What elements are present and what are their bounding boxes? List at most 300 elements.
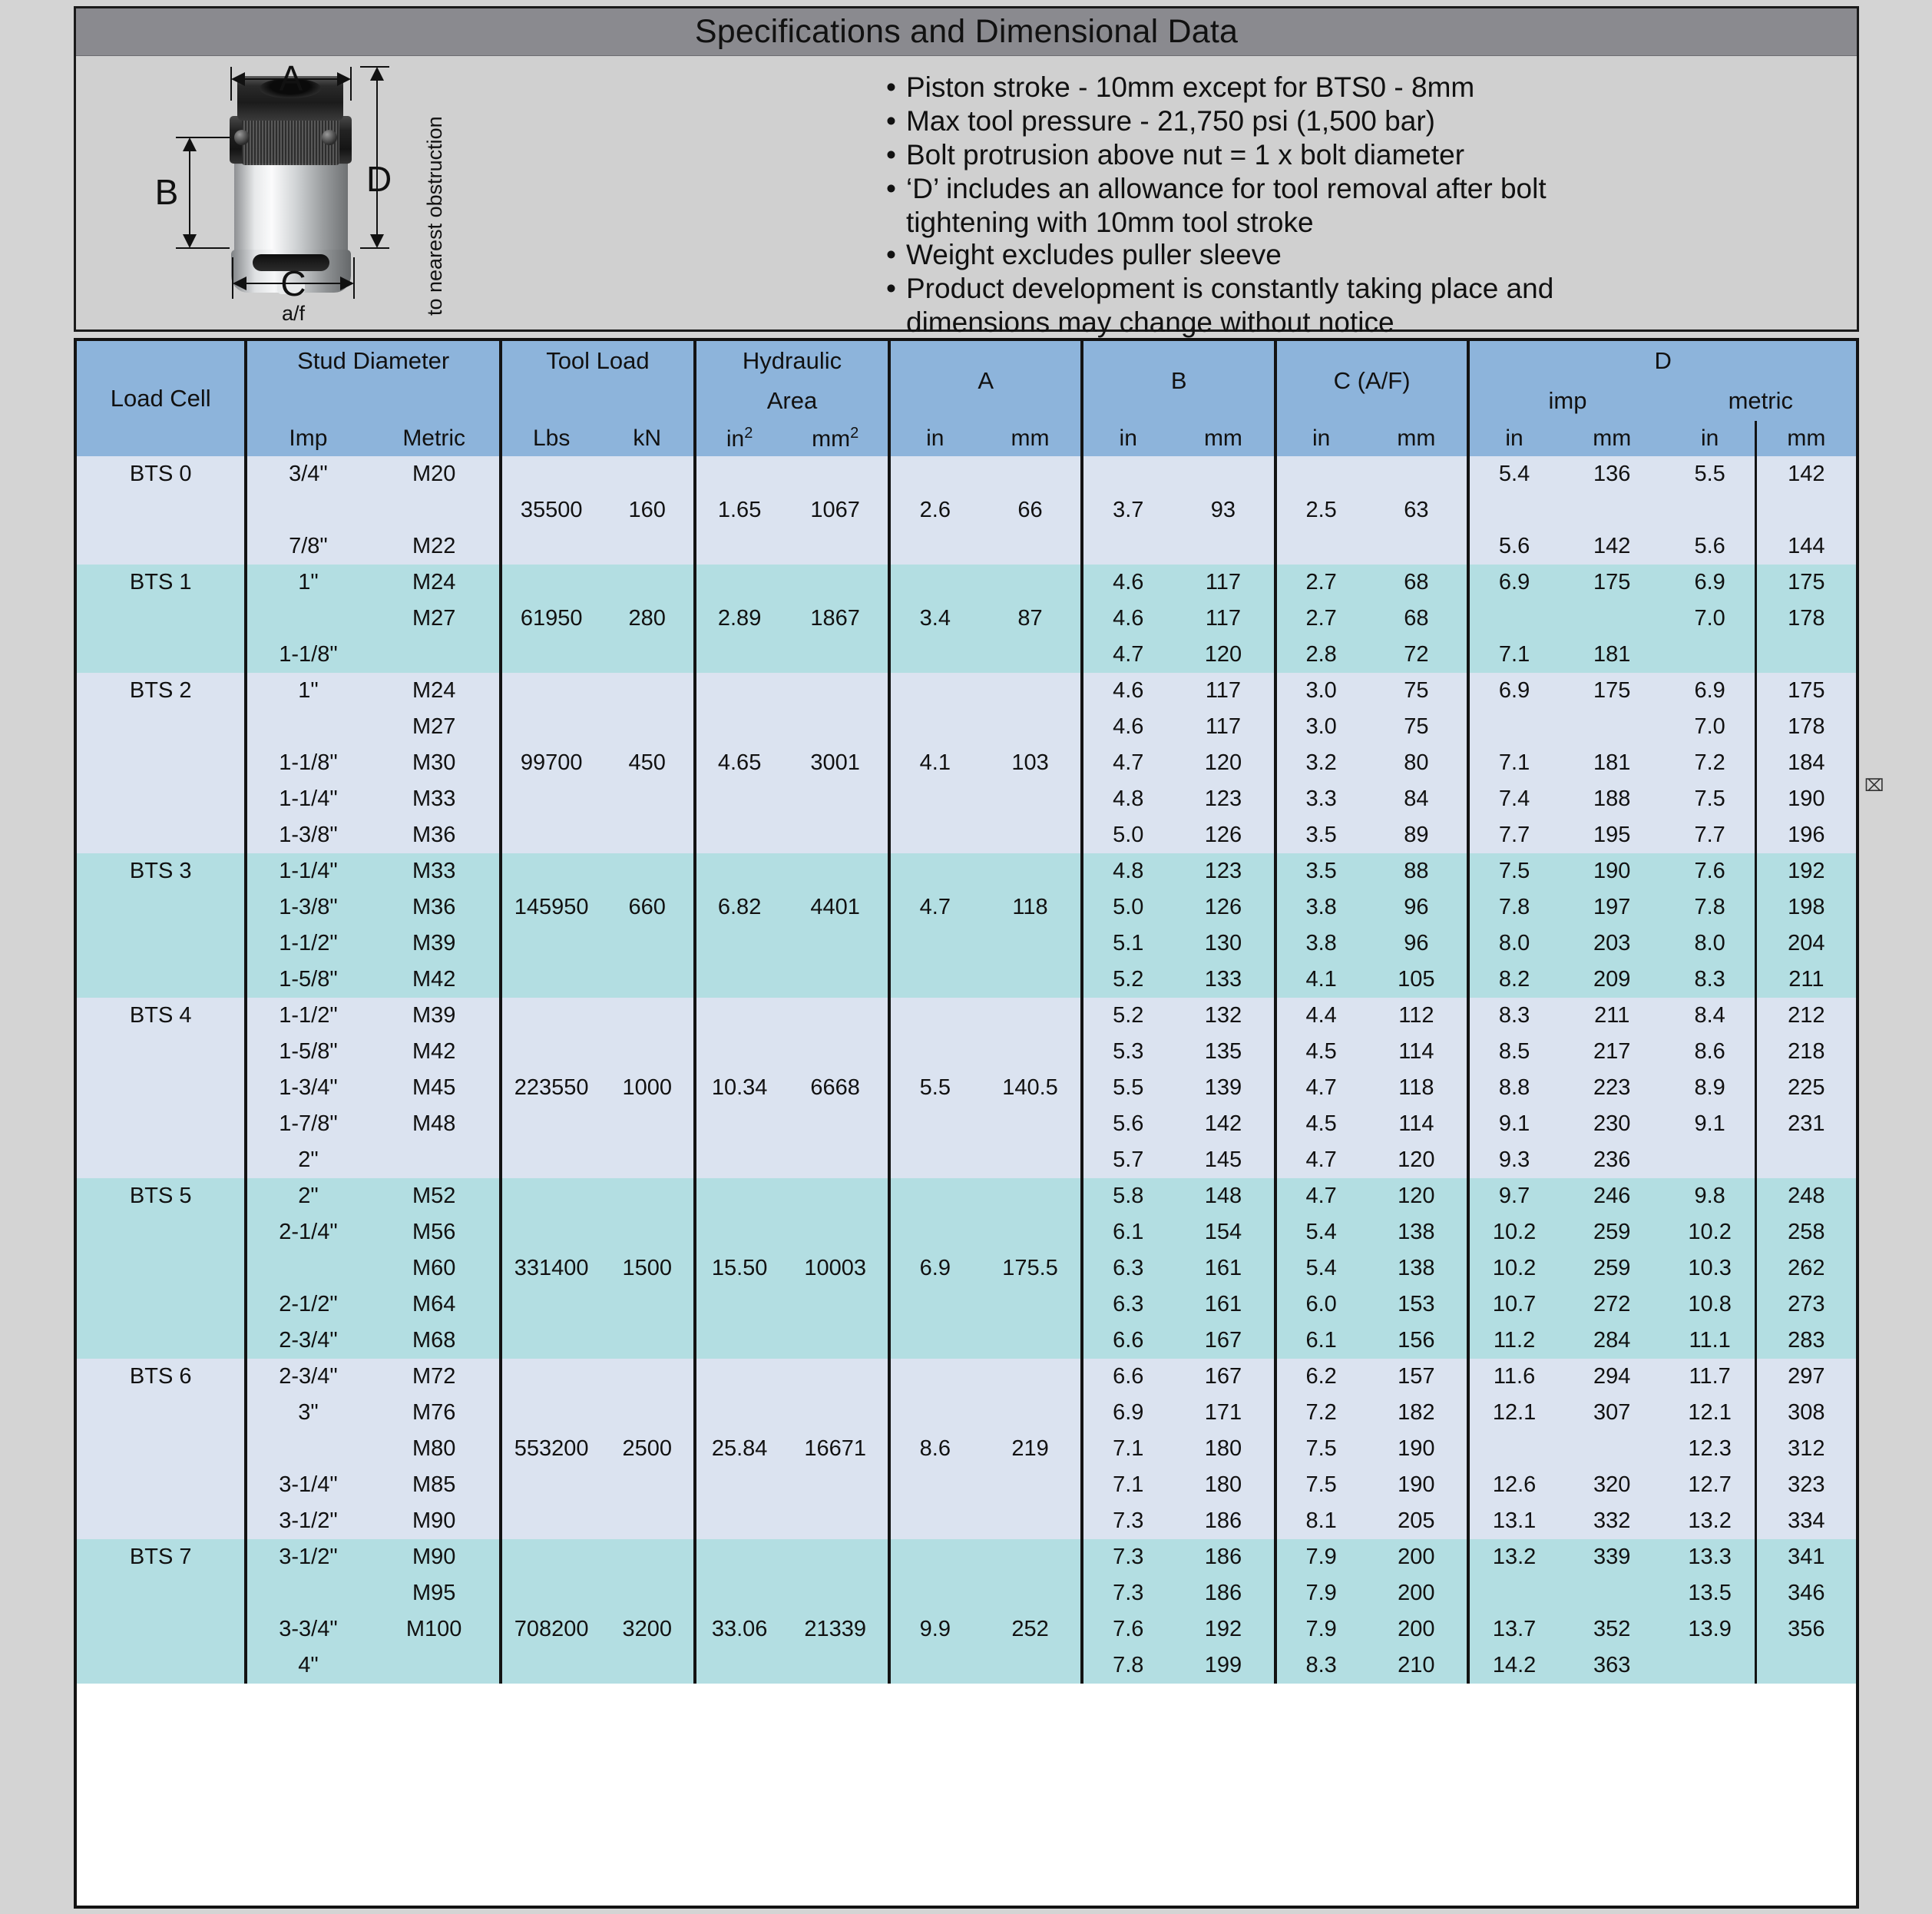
cell-b-mm: 126 [1173, 889, 1275, 926]
cell-a-in [889, 565, 980, 601]
cell-a-in [889, 1323, 980, 1359]
cell-a-in [889, 1106, 980, 1142]
col-header-hydraulic-area-line2: Area [695, 381, 889, 421]
cell-c-mm: 190 [1365, 1467, 1468, 1503]
cell-b-mm: 192 [1173, 1611, 1275, 1647]
cell-c-in: 4.7 [1275, 1142, 1366, 1178]
table-row [77, 1286, 1856, 1323]
cell-a-mm [980, 1286, 1083, 1323]
cell-b-in: 4.6 [1082, 565, 1173, 601]
cell-b-mm: 123 [1173, 781, 1275, 817]
cell-hyd-area-in2 [695, 1467, 782, 1503]
cell-b-in: 6.6 [1082, 1359, 1173, 1395]
table-row [77, 637, 1856, 673]
cell-load-cell [77, 601, 246, 637]
cell-d-imp-mm: 142 [1559, 528, 1666, 565]
cell-d-imp-mm [1559, 1431, 1666, 1467]
bullet-icon: • [886, 104, 896, 137]
cell-stud-metric [369, 1647, 500, 1684]
cell-d-imp-mm: 209 [1559, 962, 1666, 998]
cell-d-metric-mm: 248 [1755, 1178, 1856, 1214]
cell-hyd-area-in2: 15.50 [695, 1250, 782, 1286]
cell-c-in [1275, 456, 1366, 492]
cell-stud-imp: 1-3/4" [246, 1070, 369, 1106]
cell-load-cell [77, 492, 246, 528]
cell-c-mm: 120 [1365, 1178, 1468, 1214]
cell-b-mm: 130 [1173, 926, 1275, 962]
cell-stud-metric: M72 [369, 1359, 500, 1395]
cell-b-in: 6.6 [1082, 1323, 1173, 1359]
cell-d-metric-mm: 192 [1755, 853, 1856, 889]
cell-d-imp-in: 9.3 [1468, 1142, 1559, 1178]
cell-a-in: 6.9 [889, 1250, 980, 1286]
cell-d-metric-mm: 297 [1755, 1359, 1856, 1395]
col-header-stud-diameter-spacer [246, 381, 500, 421]
cell-tool-load-kn: 160 [600, 492, 694, 528]
cell-d-metric-in: 7.7 [1666, 817, 1756, 853]
cell-hyd-area-in2 [695, 565, 782, 601]
cell-d-imp-mm: 259 [1559, 1250, 1666, 1286]
cell-hyd-area-in2: 2.89 [695, 601, 782, 637]
table-row [77, 1214, 1856, 1250]
cell-d-metric-mm: 184 [1755, 745, 1856, 781]
cell-a-mm [980, 853, 1083, 889]
cell-hyd-area-in2: 10.34 [695, 1070, 782, 1106]
cell-hyd-area-mm2: 1067 [782, 492, 889, 528]
cell-hyd-area-mm2 [782, 1647, 889, 1684]
cell-tool-load-lbs: 99700 [501, 745, 601, 781]
cell-d-imp-in [1468, 1431, 1559, 1467]
note-item [886, 71, 1846, 104]
specifications-table [77, 341, 1856, 1684]
cell-hyd-area-mm2 [782, 1359, 889, 1395]
cell-hyd-area-in2 [695, 1359, 782, 1395]
cell-d-imp-in: 10.7 [1468, 1286, 1559, 1323]
spec-panel [74, 6, 1859, 338]
cell-hyd-area-in2 [695, 1214, 782, 1250]
cell-a-in [889, 1034, 980, 1070]
cell-a-mm: 103 [980, 745, 1083, 781]
cell-hyd-area-in2 [695, 1647, 782, 1684]
cell-tool-load-lbs [501, 1647, 601, 1684]
cell-hyd-area-mm2 [782, 456, 889, 492]
cell-b-mm: 145 [1173, 1142, 1275, 1178]
table-row [77, 781, 1856, 817]
cell-tool-load-lbs [501, 1575, 601, 1611]
table-header [77, 341, 1856, 456]
cell-a-mm [980, 1575, 1083, 1611]
cell-hyd-area-mm2 [782, 853, 889, 889]
cell-b-mm [1173, 456, 1275, 492]
dimension-label-b: B [154, 172, 179, 212]
cell-tool-load-lbs [501, 709, 601, 745]
bullet-icon: • [886, 272, 896, 304]
cell-stud-metric: M52 [369, 1178, 500, 1214]
note-item [886, 139, 1846, 171]
cell-hyd-area-mm2 [782, 1539, 889, 1575]
cell-stud-metric: M60 [369, 1250, 500, 1286]
cell-b-mm [1173, 528, 1275, 565]
cell-a-in [889, 1395, 980, 1431]
cell-a-in: 4.1 [889, 745, 980, 781]
cell-d-metric-mm: 144 [1755, 528, 1856, 565]
cell-c-mm: 205 [1365, 1503, 1468, 1539]
cell-tool-load-kn [600, 1323, 694, 1359]
cell-hyd-area-mm2 [782, 998, 889, 1034]
cell-d-imp-in: 7.8 [1468, 889, 1559, 926]
cell-tool-load-lbs: 35500 [501, 492, 601, 528]
cell-b-in: 6.3 [1082, 1250, 1173, 1286]
cell-b-mm: 186 [1173, 1539, 1275, 1575]
cell-tool-load-lbs [501, 1178, 601, 1214]
cell-c-mm: 68 [1365, 565, 1468, 601]
cell-d-metric-mm: 308 [1755, 1395, 1856, 1431]
cell-hyd-area-mm2 [782, 528, 889, 565]
cell-stud-metric: M64 [369, 1286, 500, 1323]
header-row-units [77, 421, 1856, 456]
cell-d-imp-in: 12.6 [1468, 1467, 1559, 1503]
col-header-stud-diameter: Stud Diameter [246, 341, 500, 381]
cell-d-imp-in: 14.2 [1468, 1647, 1559, 1684]
cell-stud-metric: M27 [369, 601, 500, 637]
cell-b-mm: 123 [1173, 853, 1275, 889]
cell-hyd-area-in2: 4.65 [695, 745, 782, 781]
cell-c-in [1275, 528, 1366, 565]
cell-stud-metric: M30 [369, 745, 500, 781]
cell-a-in [889, 456, 980, 492]
cell-tool-load-kn: 450 [600, 745, 694, 781]
cell-b-in: 6.9 [1082, 1395, 1173, 1431]
cell-hyd-area-in2 [695, 853, 782, 889]
cell-stud-metric: M56 [369, 1214, 500, 1250]
cell-d-metric-in: 10.8 [1666, 1286, 1756, 1323]
cell-d-imp-in: 8.2 [1468, 962, 1559, 998]
cell-load-cell [77, 1395, 246, 1431]
cell-d-metric-in [1666, 492, 1756, 528]
cell-a-mm [980, 962, 1083, 998]
cell-b-in: 4.7 [1082, 745, 1173, 781]
cell-tool-load-lbs [501, 1214, 601, 1250]
cell-d-imp-mm: 339 [1559, 1539, 1666, 1575]
cell-stud-metric: M22 [369, 528, 500, 565]
cell-hyd-area-mm2 [782, 637, 889, 673]
cell-hyd-area-mm2 [782, 673, 889, 709]
unit-header-d-imp-in: in [1468, 421, 1559, 456]
cell-d-metric-mm: 175 [1755, 565, 1856, 601]
cell-b-in [1082, 528, 1173, 565]
cell-c-mm: 84 [1365, 781, 1468, 817]
cell-d-imp-mm: 188 [1559, 781, 1666, 817]
table-row [77, 926, 1856, 962]
cell-load-cell [77, 781, 246, 817]
cell-stud-imp: 2-1/4" [246, 1214, 369, 1250]
cell-hyd-area-mm2: 3001 [782, 745, 889, 781]
cell-d-metric-mm: 262 [1755, 1250, 1856, 1286]
cell-tool-load-kn [600, 528, 694, 565]
cell-a-mm [980, 709, 1083, 745]
cell-b-in: 5.2 [1082, 962, 1173, 998]
cell-tool-load-kn [600, 709, 694, 745]
table-row [77, 745, 1856, 781]
cell-c-mm: 112 [1365, 998, 1468, 1034]
cell-a-mm: 219 [980, 1431, 1083, 1467]
cell-hyd-area-in2: 25.84 [695, 1431, 782, 1467]
cell-d-metric-in: 13.9 [1666, 1611, 1756, 1647]
cell-load-cell [77, 1467, 246, 1503]
table-row [77, 998, 1856, 1034]
cell-a-in: 2.6 [889, 492, 980, 528]
cell-b-in: 6.3 [1082, 1286, 1173, 1323]
cell-a-mm [980, 926, 1083, 962]
cell-b-mm: 117 [1173, 709, 1275, 745]
cell-c-mm: 88 [1365, 853, 1468, 889]
cell-d-metric-in: 12.7 [1666, 1467, 1756, 1503]
cell-tool-load-kn [600, 1539, 694, 1575]
cell-d-imp-in: 9.1 [1468, 1106, 1559, 1142]
cell-c-in: 3.5 [1275, 817, 1366, 853]
cell-d-metric-in [1666, 1142, 1756, 1178]
col-header-tool-load: Tool Load [501, 341, 695, 381]
cell-stud-metric: M33 [369, 781, 500, 817]
col-header-c-af: C (A/F) [1275, 341, 1468, 421]
cell-b-in: 5.8 [1082, 1178, 1173, 1214]
cell-d-imp-mm [1559, 709, 1666, 745]
cell-b-in: 4.8 [1082, 853, 1173, 889]
cell-stud-metric [369, 1142, 500, 1178]
cell-tool-load-lbs: 708200 [501, 1611, 601, 1647]
cell-stud-metric: M45 [369, 1070, 500, 1106]
cell-b-in: 4.6 [1082, 709, 1173, 745]
cell-c-mm: 72 [1365, 637, 1468, 673]
cell-b-mm: 132 [1173, 998, 1275, 1034]
cell-a-in [889, 1503, 980, 1539]
dimension-note-obstruction: to nearest obstruction [423, 116, 446, 316]
cell-d-metric-in: 7.6 [1666, 853, 1756, 889]
cell-stud-metric: M90 [369, 1539, 500, 1575]
page-title: Specifications and Dimensional Data [694, 13, 1239, 50]
cell-d-imp-in: 13.1 [1468, 1503, 1559, 1539]
cell-d-metric-in: 13.3 [1666, 1539, 1756, 1575]
cell-tool-load-kn [600, 1178, 694, 1214]
cell-hyd-area-mm2 [782, 781, 889, 817]
cell-stud-metric: M20 [369, 456, 500, 492]
cell-a-mm [980, 817, 1083, 853]
cell-tool-load-kn [600, 565, 694, 601]
cell-hyd-area-mm2: 21339 [782, 1611, 889, 1647]
cell-d-imp-in: 7.1 [1468, 637, 1559, 673]
cell-a-mm [980, 1467, 1083, 1503]
cell-d-imp-mm [1559, 1575, 1666, 1611]
cell-b-in: 7.1 [1082, 1431, 1173, 1467]
cell-c-in: 4.7 [1275, 1070, 1366, 1106]
cell-b-mm: 154 [1173, 1214, 1275, 1250]
cell-d-imp-in: 5.6 [1468, 528, 1559, 565]
cell-d-imp-in: 9.7 [1468, 1178, 1559, 1214]
cell-b-mm: 135 [1173, 1034, 1275, 1070]
table-row [77, 1575, 1856, 1611]
cell-d-imp-in [1468, 709, 1559, 745]
cell-d-metric-mm: 190 [1755, 781, 1856, 817]
cell-stud-imp: 2-3/4" [246, 1359, 369, 1395]
cell-load-cell [77, 1070, 246, 1106]
cell-hyd-area-in2: 33.06 [695, 1611, 782, 1647]
cell-hyd-area-mm2 [782, 926, 889, 962]
cell-d-metric-mm: 178 [1755, 709, 1856, 745]
unit-header-mm2: $mm^2$ [782, 421, 889, 456]
cell-a-mm [980, 1539, 1083, 1575]
cell-stud-imp [246, 1575, 369, 1611]
cell-d-metric-in: 10.2 [1666, 1214, 1756, 1250]
cell-hyd-area-in2 [695, 1575, 782, 1611]
cell-hyd-area-in2 [695, 1395, 782, 1431]
cell-load-cell [77, 1647, 246, 1684]
cell-tool-load-lbs [501, 962, 601, 998]
cell-b-in: 5.7 [1082, 1142, 1173, 1178]
cell-stud-imp [246, 1431, 369, 1467]
table-row [77, 1503, 1856, 1539]
cell-d-imp-mm: 332 [1559, 1503, 1666, 1539]
cell-c-mm: 118 [1365, 1070, 1468, 1106]
unit-header-a-mm: mm [980, 421, 1083, 456]
cell-d-metric-in: 8.6 [1666, 1034, 1756, 1070]
cell-d-metric-mm: 312 [1755, 1431, 1856, 1467]
cell-d-metric-mm: 323 [1755, 1467, 1856, 1503]
unit-header-in2: $in^2$ [695, 421, 782, 456]
unit-header-d-imp-mm: mm [1559, 421, 1666, 456]
table-row [77, 817, 1856, 853]
table-row [77, 1467, 1856, 1503]
cell-d-imp-in: 6.9 [1468, 673, 1559, 709]
cell-d-metric-in: 7.5 [1666, 781, 1756, 817]
cell-d-metric-in: 7.0 [1666, 601, 1756, 637]
cell-tool-load-lbs [501, 1106, 601, 1142]
note-item [886, 173, 1846, 205]
table-row [77, 673, 1856, 709]
cell-d-metric-in: 8.9 [1666, 1070, 1756, 1106]
cell-stud-imp: 4" [246, 1647, 369, 1684]
cell-tool-load-kn: 3200 [600, 1611, 694, 1647]
cell-a-in [889, 528, 980, 565]
cell-c-in: 2.8 [1275, 637, 1366, 673]
cell-c-mm: 75 [1365, 709, 1468, 745]
cell-tool-load-kn [600, 673, 694, 709]
cell-b-mm: 161 [1173, 1250, 1275, 1286]
cell-d-metric-mm: 212 [1755, 998, 1856, 1034]
cell-d-imp-in [1468, 492, 1559, 528]
cell-tool-load-lbs: 223550 [501, 1070, 601, 1106]
cell-tool-load-lbs [501, 817, 601, 853]
table-row [77, 565, 1856, 601]
cell-d-metric-in: 12.3 [1666, 1431, 1756, 1467]
cell-stud-imp: 1-7/8" [246, 1106, 369, 1142]
cell-c-in: 4.1 [1275, 962, 1366, 998]
cell-load-cell [77, 637, 246, 673]
cell-tool-load-lbs [501, 528, 601, 565]
cell-tool-load-lbs [501, 926, 601, 962]
cell-tool-load-lbs [501, 565, 601, 601]
cell-tool-load-kn [600, 781, 694, 817]
cell-tool-load-kn: 1500 [600, 1250, 694, 1286]
cell-d-imp-mm: 284 [1559, 1323, 1666, 1359]
cell-stud-imp [246, 709, 369, 745]
cell-a-in: 5.5 [889, 1070, 980, 1106]
cell-stud-metric: M76 [369, 1395, 500, 1431]
cell-stud-imp: 1-1/2" [246, 926, 369, 962]
table-row [77, 1647, 1856, 1684]
cell-load-cell [77, 889, 246, 926]
bullet-icon: • [886, 238, 896, 270]
cell-d-metric-in: 13.2 [1666, 1503, 1756, 1539]
cell-d-metric-in: 8.0 [1666, 926, 1756, 962]
cell-c-in: 6.1 [1275, 1323, 1366, 1359]
cell-d-metric-in: 7.2 [1666, 745, 1756, 781]
unit-header-b-in: in [1082, 421, 1173, 456]
cell-a-mm: 252 [980, 1611, 1083, 1647]
cell-load-cell: BTS 1 [77, 565, 246, 601]
col-header-d-metric: metric [1666, 381, 1856, 421]
cell-a-in: 4.7 [889, 889, 980, 926]
cell-b-mm: 117 [1173, 565, 1275, 601]
cell-b-mm: 120 [1173, 637, 1275, 673]
cell-a-in [889, 1286, 980, 1323]
cell-a-mm: 87 [980, 601, 1083, 637]
table-body [77, 456, 1856, 1684]
cell-d-imp-mm: 181 [1559, 637, 1666, 673]
cell-d-imp-in: 7.5 [1468, 853, 1559, 889]
cell-load-cell: BTS 4 [77, 998, 246, 1034]
cell-hyd-area-mm2 [782, 709, 889, 745]
unit-header-a-in: in [889, 421, 980, 456]
cell-hyd-area-mm2 [782, 817, 889, 853]
cell-a-mm: 175.5 [980, 1250, 1083, 1286]
cell-d-metric-in [1666, 1647, 1756, 1684]
cell-stud-imp: 1-1/4" [246, 781, 369, 817]
cell-stud-metric: M68 [369, 1323, 500, 1359]
cell-tool-load-lbs: 61950 [501, 601, 601, 637]
cell-b-in: 4.7 [1082, 637, 1173, 673]
table-row [77, 1034, 1856, 1070]
cell-load-cell [77, 709, 246, 745]
cell-a-in [889, 998, 980, 1034]
cell-d-imp-mm: 259 [1559, 1214, 1666, 1250]
cell-b-in: 4.6 [1082, 601, 1173, 637]
cell-stud-metric: M100 [369, 1611, 500, 1647]
cell-hyd-area-mm2 [782, 1142, 889, 1178]
cell-c-mm: 96 [1365, 926, 1468, 962]
cell-stud-imp: 3-1/2" [246, 1539, 369, 1575]
cell-d-imp-in: 8.5 [1468, 1034, 1559, 1070]
cell-d-imp-mm: 352 [1559, 1611, 1666, 1647]
cell-tool-load-kn [600, 926, 694, 962]
cell-hyd-area-mm2: 1867 [782, 601, 889, 637]
note-text: Weight excludes puller sleeve [906, 238, 1282, 270]
cell-b-mm: 148 [1173, 1178, 1275, 1214]
cell-stud-imp: 1-3/8" [246, 889, 369, 926]
cell-d-imp-in: 6.9 [1468, 565, 1559, 601]
cell-d-metric-mm: 204 [1755, 926, 1856, 962]
cell-stud-imp: 3-3/4" [246, 1611, 369, 1647]
cell-c-in: 2.5 [1275, 492, 1366, 528]
cell-tool-load-kn [600, 456, 694, 492]
cell-c-mm: 182 [1365, 1395, 1468, 1431]
cell-b-mm: 126 [1173, 817, 1275, 853]
cell-b-in: 4.6 [1082, 673, 1173, 709]
cell-stud-imp: 3" [246, 1395, 369, 1431]
cell-hyd-area-in2 [695, 528, 782, 565]
col-header-d: D [1468, 341, 1856, 381]
dimension-label-d: D [366, 159, 392, 199]
note-text: Piston stroke - 10mm except for BTS0 - 8mm [906, 71, 1475, 103]
